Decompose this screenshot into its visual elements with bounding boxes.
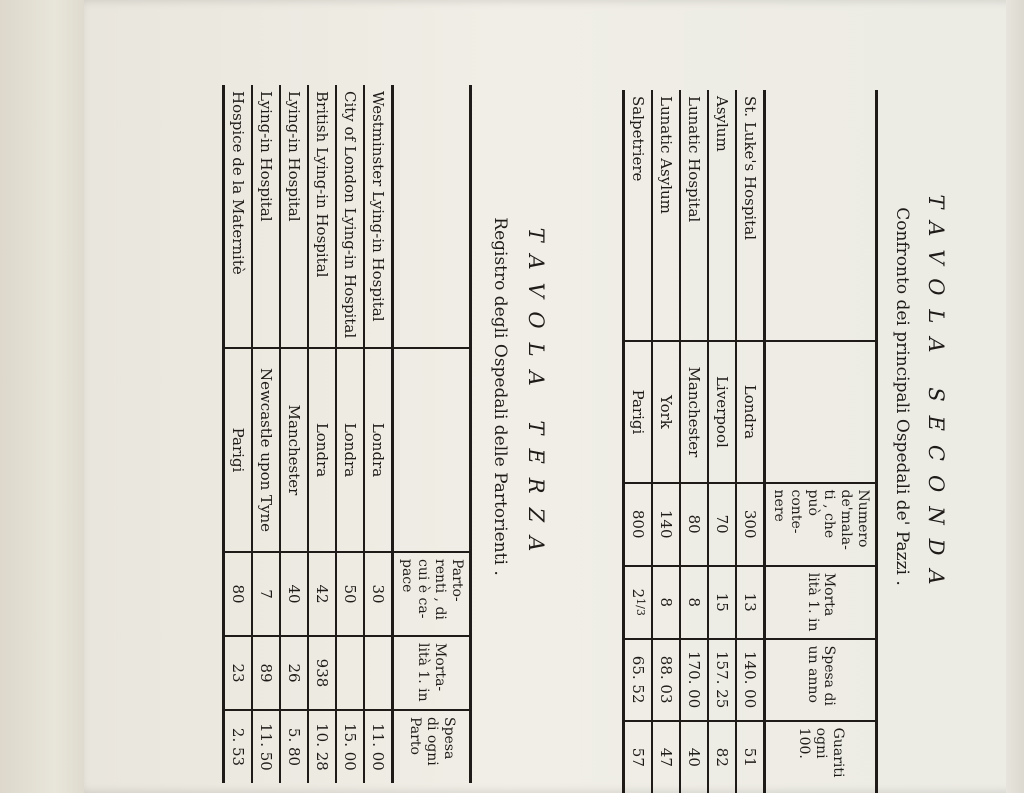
- patient-number: 70: [708, 483, 736, 566]
- table3: [222, 85, 472, 783]
- hospital-name: Hospice de la Maternitè: [223, 85, 252, 348]
- table3-header-capacity: Parto-renti , di cui è ca-pace: [392, 552, 470, 636]
- mortality: 23: [223, 636, 252, 710]
- mortality: 15: [708, 566, 736, 639]
- mortality-fraction: 1/3: [634, 598, 648, 616]
- table-row: [652, 90, 680, 793]
- table-row: [364, 85, 393, 783]
- hospital-name: St. Luke's Hospital: [736, 90, 765, 341]
- hospital-name: Lying-in Hospital: [280, 85, 308, 348]
- table-row: [680, 90, 708, 793]
- mortality: 8: [680, 566, 708, 639]
- cured: 47: [657, 747, 676, 767]
- hospital-name: City of London Lying-in Hospital: [336, 85, 364, 348]
- table3-header-expense: Spesa di ogni Parto: [407, 717, 457, 766]
- mortality: 89: [252, 636, 280, 710]
- hospital-city: York: [652, 341, 680, 482]
- hospital-city: Londra: [736, 341, 765, 482]
- table2-header-number: Numero de'mala-ti , che può conte-nere: [765, 483, 877, 566]
- annual-expense: 88. 03: [652, 639, 680, 721]
- table3-header-row: [392, 85, 470, 783]
- cured: 82: [713, 747, 732, 767]
- hospital-name: Westminster Lying-in Hospital: [364, 85, 393, 348]
- hospital-name: Lying-in Hospital: [252, 85, 280, 348]
- table-row: [624, 90, 653, 793]
- table3-header-city: [392, 348, 470, 552]
- expense-per-birth: 2. 53: [228, 727, 247, 767]
- hospital-city: Manchester: [280, 348, 308, 552]
- mortality: [364, 636, 393, 710]
- page-edge: [1006, 0, 1024, 793]
- capacity: 80: [223, 552, 252, 636]
- hospital-name: Lunatic Hospital: [680, 90, 708, 341]
- patient-number: 300: [736, 483, 765, 566]
- hospital-city: Londra: [308, 348, 336, 552]
- expense-per-birth: 10. 28: [312, 723, 331, 771]
- mortality: 938: [308, 636, 336, 710]
- hospital-city: Manchester: [680, 341, 708, 482]
- table-row: [336, 85, 364, 783]
- table2-header-expense: Spesa di un anno: [765, 639, 877, 721]
- table3-header-name: [392, 85, 470, 348]
- hospital-city: Newcastle upon Tyne: [252, 348, 280, 552]
- expense-per-birth: 11. 00: [368, 723, 387, 771]
- hospital-city: Parigi: [624, 341, 653, 482]
- mortality: [624, 566, 653, 639]
- capacity: 40: [280, 552, 308, 636]
- table-row: [708, 90, 736, 793]
- patient-number: 800: [624, 483, 653, 566]
- cured: 57: [629, 747, 648, 767]
- table2-block: [622, 90, 878, 793]
- mortality: 13: [736, 566, 765, 639]
- rotated-content: [60, 0, 960, 793]
- capacity: 7: [252, 552, 280, 636]
- annual-expense: 140. 00: [736, 639, 765, 721]
- hospital-name: Salpetriere: [624, 90, 653, 341]
- table2-header-cured: Guariti ogni 100.: [796, 727, 846, 778]
- hospital-city: Londra: [336, 348, 364, 552]
- table2: [622, 90, 878, 793]
- capacity: 50: [336, 552, 364, 636]
- table-row: [736, 90, 765, 793]
- mortality: [336, 636, 364, 710]
- annual-expense: 157. 25: [708, 639, 736, 721]
- table3-block: [222, 85, 472, 783]
- annual-expense: 170. 00: [680, 639, 708, 721]
- patient-number: 80: [680, 483, 708, 566]
- table2-subtitle: Confronto dei principali Ospedali de' Pazzi .: [892, 207, 912, 586]
- cured: 40: [685, 747, 704, 767]
- mortality: 26: [280, 636, 308, 710]
- table2-title: TAVOLA SECONDA: [924, 194, 948, 599]
- table2-header-mortality: Morta lità 1. in: [765, 566, 877, 639]
- annual-expense: 65. 52: [624, 639, 653, 721]
- capacity: 30: [364, 552, 393, 636]
- table-row: [252, 85, 280, 783]
- table-row: [308, 85, 336, 783]
- patient-number: 140: [652, 483, 680, 566]
- table3-header-mortality: Morta-lità 1. in: [392, 636, 470, 710]
- cured: 51: [741, 747, 760, 767]
- expense-per-birth: 15. 00: [340, 723, 359, 771]
- mortality: 8: [652, 566, 680, 639]
- table2-header-row: [765, 90, 877, 793]
- hospital-city: Liverpool: [708, 341, 736, 482]
- hospital-city: Londra: [364, 348, 393, 552]
- mortality-whole: 2: [629, 588, 648, 599]
- expense-per-birth: 11. 50: [256, 723, 275, 771]
- expense-per-birth: 5. 80: [284, 727, 303, 767]
- table2-header-city: [765, 341, 877, 482]
- table3-title: TAVOLA TERZA: [524, 227, 548, 566]
- table3-subtitle: Registro degli Ospedali delle Partorienti .: [490, 217, 510, 576]
- table2-header-name: [765, 90, 877, 341]
- capacity: 42: [308, 552, 336, 636]
- hospital-city: Parigi: [223, 348, 252, 552]
- hospital-name: Lunatic Asylum: [652, 90, 680, 341]
- hospital-name: British Lying-in Hospital: [308, 85, 336, 348]
- table-row: [280, 85, 308, 783]
- table-row: [223, 85, 252, 783]
- hospital-name: Asylum: [708, 90, 736, 341]
